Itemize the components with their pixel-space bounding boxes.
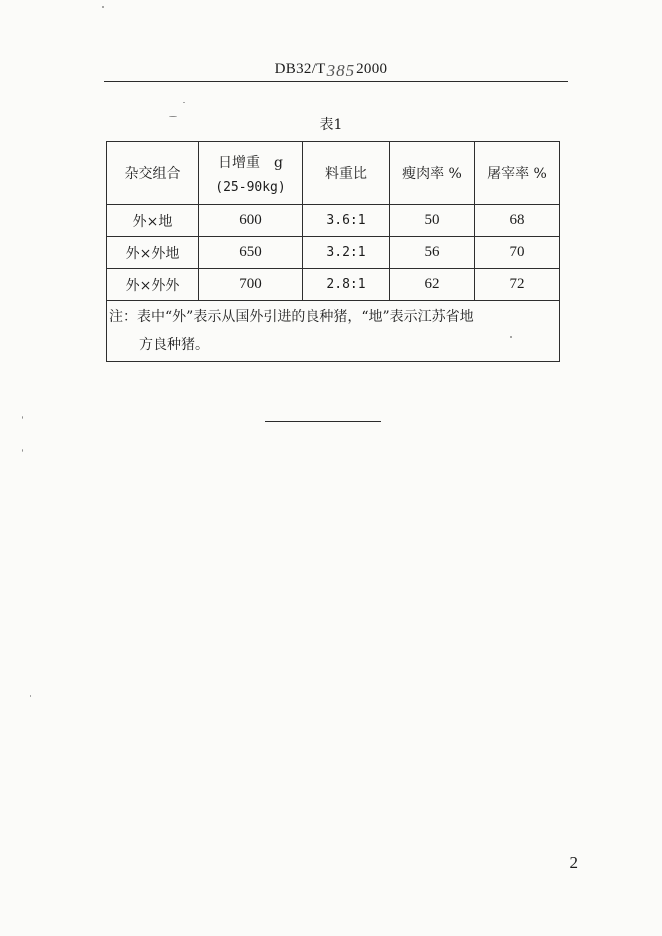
end-of-standard-rule <box>265 421 381 422</box>
scan-speck <box>510 336 512 338</box>
table-row <box>107 205 560 237</box>
column-header-sub: (25-90kg) <box>215 179 286 195</box>
table-row <box>107 237 560 269</box>
table-row <box>107 269 560 301</box>
scan-speck <box>169 116 177 117</box>
scan-speck <box>102 6 104 8</box>
dressing-rate-cell: 68 <box>475 205 560 237</box>
cross-cell: 外×外地 <box>107 237 199 269</box>
scan-speck <box>183 102 185 103</box>
column-header: 瘦肉率 % <box>390 142 475 205</box>
data-table <box>106 141 560 362</box>
table-header-row <box>107 142 560 205</box>
feed-ratio-cell: 3.2:1 <box>303 237 390 269</box>
scan-speck <box>30 695 31 697</box>
dressing-rate-cell: 72 <box>475 269 560 301</box>
table-note-line-1: 注：表中“外”表示从国外引进的良种猪，“地”表示江苏省地 <box>109 309 474 325</box>
feed-ratio-cell: 3.6:1 <box>303 205 390 237</box>
column-header: 屠宰率 % <box>475 142 560 205</box>
table-title: 表1 <box>319 117 343 133</box>
dressing-rate-cell: 70 <box>475 237 560 269</box>
column-header: 料重比 <box>303 142 390 205</box>
header-rule <box>104 81 568 82</box>
table-note-row <box>107 301 560 362</box>
cross-cell: 外×地 <box>107 205 199 237</box>
scan-speck <box>22 416 23 419</box>
lean-rate-cell: 50 <box>390 205 475 237</box>
lean-rate-cell: 56 <box>390 237 475 269</box>
column-header: 杂交组合 <box>107 142 199 205</box>
standard-code-year: 2000 <box>356 61 388 77</box>
daily-gain-cell: 650 <box>199 237 303 269</box>
standard-code-prefix: DB32/T <box>274 61 326 77</box>
feed-ratio-cell: 2.8:1 <box>303 269 390 301</box>
lean-rate-cell: 62 <box>390 269 475 301</box>
daily-gain-cell: 700 <box>199 269 303 301</box>
table-note <box>107 301 560 362</box>
table-note-line-2: 方良种猪。 <box>139 337 209 353</box>
scan-speck <box>22 449 23 452</box>
column-header: 日增重 g (25-90kg) <box>199 142 303 205</box>
handwritten-number: 385 <box>326 61 356 80</box>
standard-code <box>0 58 662 78</box>
page-number: 2 <box>569 853 578 872</box>
daily-gain-cell: 600 <box>199 205 303 237</box>
cross-cell: 外×外外 <box>107 269 199 301</box>
